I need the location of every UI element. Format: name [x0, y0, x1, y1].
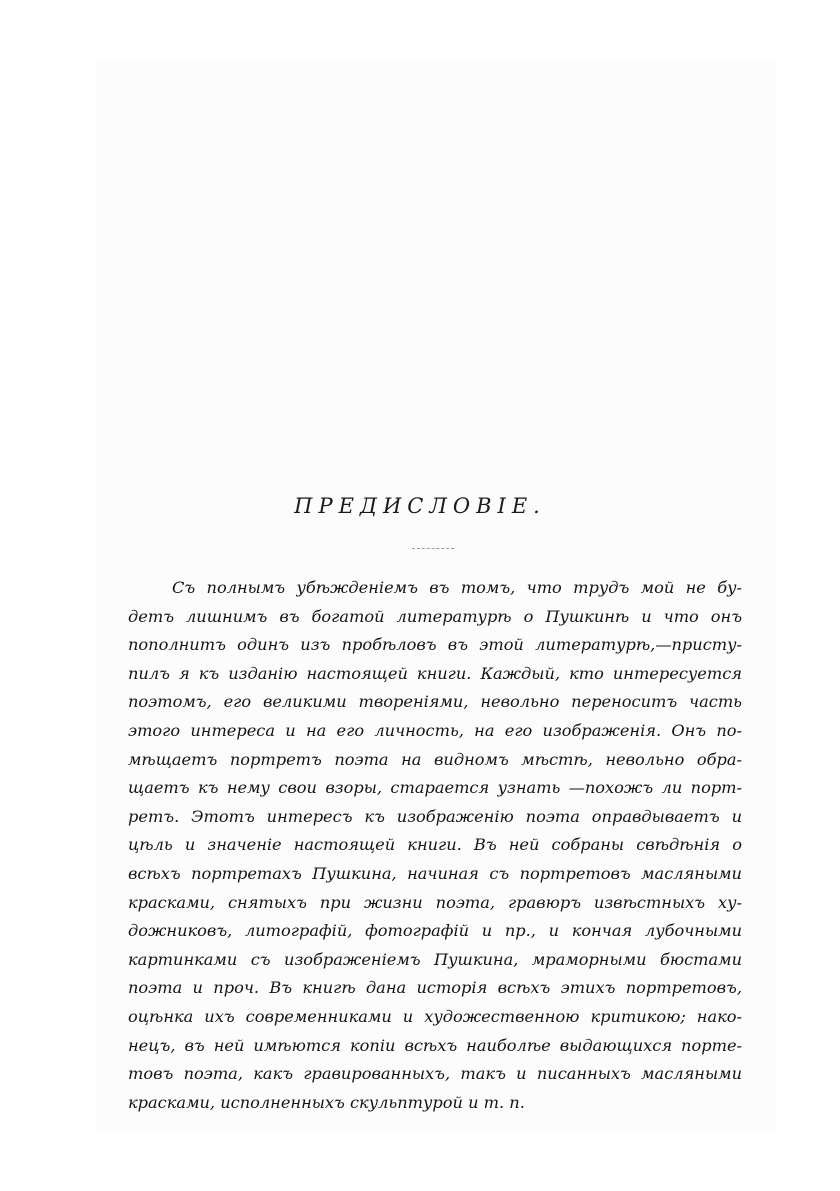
- text-line: ретъ. Этотъ интересъ къ изображенію поэта оправдываетъ и: [128, 806, 742, 826]
- text-line: картинками съ изображеніемъ Пушкина, мраморными бюстами: [128, 949, 742, 969]
- text-line: мѣщаетъ портретъ поэта на видномъ мѣстѣ, невольно обра-: [128, 749, 742, 769]
- text-line: этого интереса и на его личность, на его изображенія. Онъ по-: [128, 720, 742, 740]
- text-line: красками, исполненныхъ скульптурой и т. п.: [128, 1092, 525, 1112]
- text-line: поэта и проч. Въ книгѣ дана исторія всѣхъ этихъ портретовъ,: [128, 978, 742, 998]
- text-line: пилъ я къ изданію настоящей книги. Каждый, кто интересуется: [128, 663, 742, 683]
- page-title: ПРЕДИСЛОВIЕ.: [294, 494, 546, 518]
- text-line: красками, снятыхъ при жизни поэта, гравюръ извѣстныхъ ху-: [128, 892, 742, 912]
- text-line: всѣхъ портретахъ Пушкина, начиная съ портретовъ масляными: [128, 863, 742, 883]
- text-line: щаетъ къ нему свои взоры, старается узнать —похожъ ли порт-: [128, 778, 742, 798]
- text-line: оцѣнка ихъ современниками и художественною критикою; нако-: [128, 1006, 742, 1026]
- title-divider: [412, 548, 454, 549]
- text-line: дожниковъ, литографій, фотографій и пр., и кончая лубочными: [128, 921, 742, 941]
- text-line: поэтомъ, его великими твореніями, невольно переноситъ часть: [128, 692, 742, 712]
- text-line: цѣль и значеніе настоящей книги. Въ ней собраны свѣдѣнія о: [128, 835, 742, 855]
- text-line: пополнитъ одинъ изъ пробѣловъ въ этой литературѣ,—присту-: [128, 635, 742, 655]
- text-line: Съ полнымъ убѣжденіемъ въ томъ, что трудъ мой не бу-: [172, 578, 742, 597]
- preface-paragraph: [128, 574, 742, 1117]
- text-line: детъ лишнимъ въ богатой литературѣ о Пушкинѣ и что онъ: [128, 606, 742, 626]
- text-line: нецъ, въ ней имѣются копіи всѣхъ наиболѣе выдающихся порте-: [128, 1035, 742, 1055]
- text-line: товъ поэта, какъ гравированныхъ, такъ и писанныхъ масляными: [128, 1064, 742, 1084]
